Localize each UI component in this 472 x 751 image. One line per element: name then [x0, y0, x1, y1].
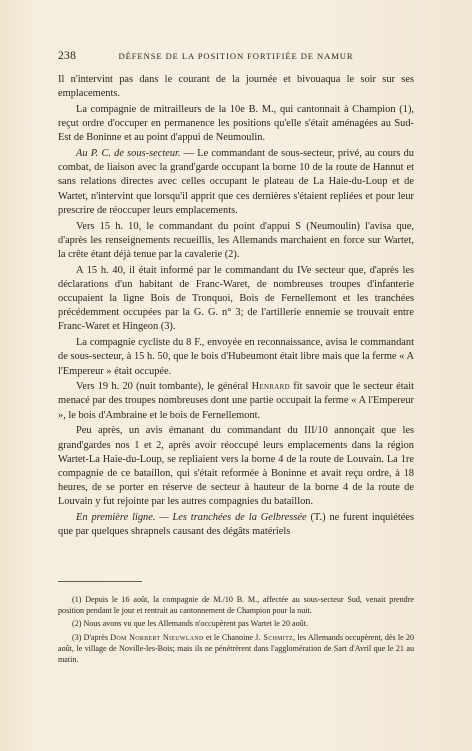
paragraph-8: Peu après, un avis émanant du commandant du III/10 annonçait que les grand'gardes nos 1 et 2, après avoir réoccupé leurs emplacements dans la région Wartet-La Haie-du-Loup, se repliaient vers la borne 4 de la route de Louvain. La 1re compagnie de ce bataillon, qui s'était reformée à Boninne et avait reçu ordre, à 18 heures, de se porter en réserve de secteur à hauteur de la borne 4 de la route de Louvain y fut rejointe par les autres compagnies du bataillon. [58, 425, 414, 508]
footnotes [58, 594, 414, 667]
section-lead-premiere-ligne: En première ligne. — Les tranchées de la Gelbressée [76, 512, 307, 524]
running-title: DÉFENSE DE LA POSITION FORTIFIÉE DE NAMUR [118, 51, 354, 61]
page-header [58, 50, 414, 66]
paragraph-1: Il n'intervint pas dans le courant de la journée et bivouaqua le soir sur ses emplacements. [58, 74, 414, 100]
person-name-nieuwland: Dom Norbert Nieuwland [110, 632, 204, 642]
paragraph-3 [58, 147, 414, 218]
footnote-3-end: , les Allemands occupèrent, dès le 20 août, le village de Noville-les-Bois; mais ils ne pénétrèrent dans l'agglomération de Sart d'Avril que le 21 au matin. [58, 632, 414, 665]
person-name-schmitz: J. Schmitz [255, 632, 293, 642]
paragraph-9-text: (T.) ne furent inquiétées que par quelques shrapnels causant des dégâts matériels [58, 512, 415, 538]
paragraph-7-start: Vers 19 h. 20 (nuit tombante), le général [76, 381, 252, 393]
footnote-3 [58, 632, 414, 666]
paragraph-7-end: fit savoir que le secteur était menacé par des troupes nombreuses dont une partie occupait la ferme « A l'Empereur », le bois d'Ambraine et le bois de Fernellemont. [58, 381, 414, 421]
paragraph-9 [58, 511, 414, 539]
section-lead-pc: Au P. C. de sous-secteur. [76, 148, 181, 160]
paragraph-6: La compagnie cycliste du 8 F., envoyée en reconnaissance, avisa le commandant de sous-secteur, à 15 h. 50, que le bois d'Hubeumont était libre mais que la ferme « A l'Empereur » était occupée. [58, 337, 414, 377]
paragraph-7 [58, 380, 414, 423]
footnote-1: (1) Depuis le 16 août, la compagnie de M./10 B. M., affectée au sous-secteur Sud, venait prendre position pendant le jour et rentrait au cantonnement de Champion pour la nuit. [58, 595, 414, 616]
footnote-3-mid: et le Chanoine [203, 632, 256, 642]
paragraph-2: La compagnie de mitrailleurs de la 10e B. M., qui cantonnait à Champion (1), reçut ordre d'occuper en permanence les positions qu'elle s'était aménagées au Sud-Est de Boninne et au point d'appui de Neumoulin. [58, 103, 414, 144]
person-name-henrard: Henrard [251, 381, 290, 393]
paragraph-3-text: — Le commandant de sous-secteur, privé, au cours du combat, de liaison avec la grand'garde occupant la borne 10 de la route de Hannut et sans relations directes avec celles occupant le plateau de La Haie-du-Loup et de Wartet, n'intervint que lorsqu'il apprit que ces dernières s'étaient repliées et pour leur prescrire de réoccuper leurs emplacements. [58, 148, 414, 216]
footnote-3-start: (3) D'après [72, 632, 111, 642]
main-text [58, 73, 414, 541]
paragraph-4: Vers 15 h. 10, le commandant du point d'appui S (Neumoulin) l'avisa que, d'après les renseignements recueillis, les Allemands marchaient en force sur Wartet, la crête étant déjà tenue par la cavalerie (2). [58, 220, 414, 260]
page-number: 238 [58, 50, 77, 62]
paragraph-5: A 15 h. 40, il était informé par le commandant du IVe secteur que, d'après les déclarations d'un habitant de Franc-Waret, de nombreuses troupes d'infanterie occupaient la ligne Bois de Tronquoi, Bois de Fernellemont et les tranchées précédemment occupées par la G. G. n° 3; de l'artillerie ennemie se trouvait entre Franc-Waret et Hingeon (3). [58, 264, 414, 333]
footnote-divider [58, 581, 142, 582]
footnote-2: (2) Nous avons vu que les Allemands n'occupèrent pas Wartet le 20 août. [72, 619, 308, 629]
